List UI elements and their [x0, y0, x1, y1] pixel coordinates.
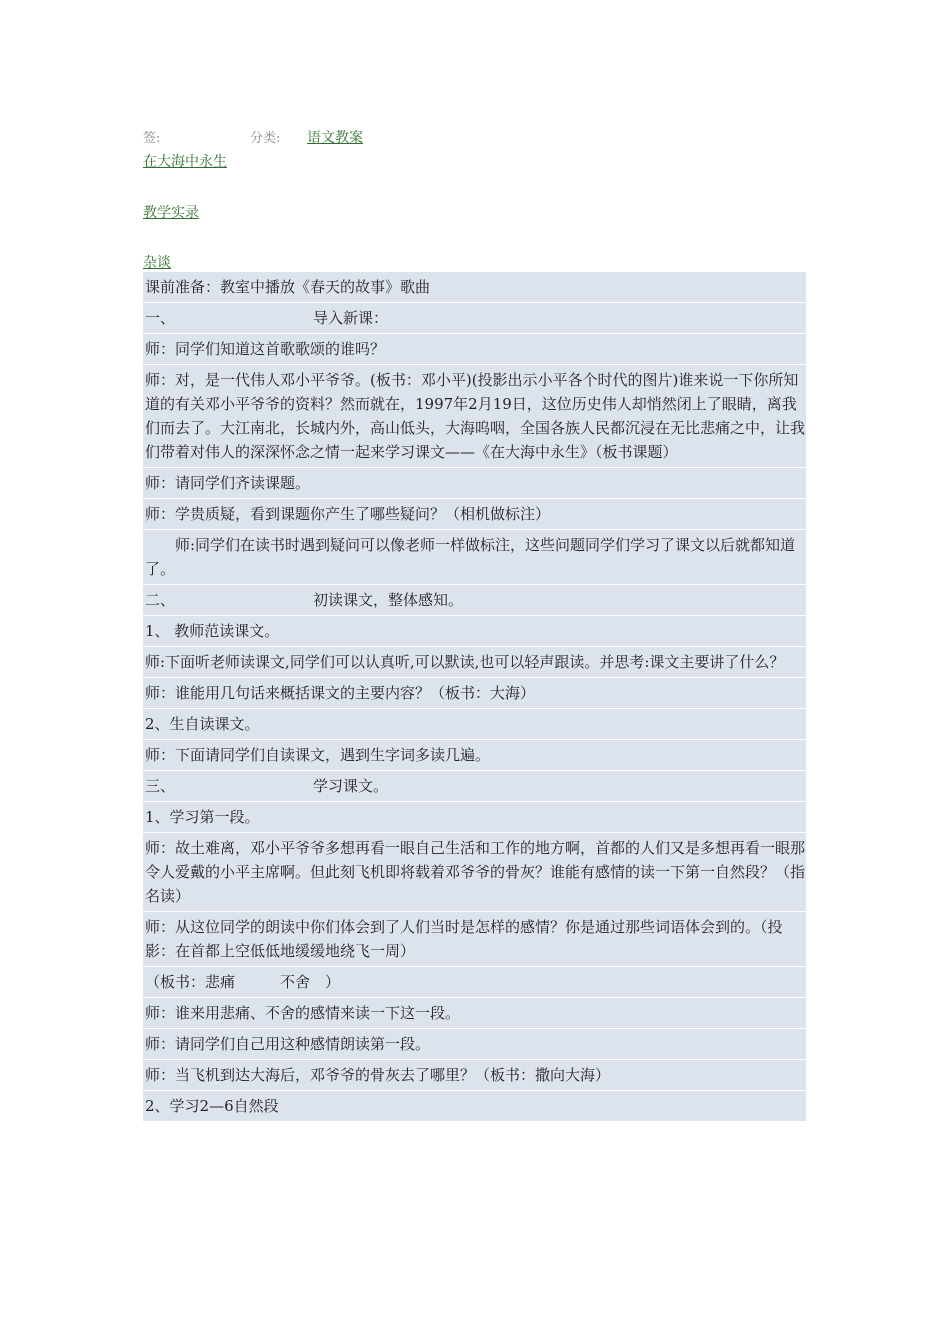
section-title: 初读课文，整体感知。 [313, 591, 464, 609]
section-heading-row [143, 771, 806, 802]
section-title: 导入新课： [313, 309, 389, 327]
content-row: 师：故土难离，邓小平爷爷多想再看一眼自己生活和工作的地方啊，首都的人们又是多想再看一眼那令人爱戴的小平主席啊。但此刻飞机即将载着邓爷爷的骨灰？谁能有感情的读一下第一自然段？（指名读） [143, 833, 806, 912]
teaching-record-link[interactable]: 教学实录 [143, 205, 199, 221]
content-row: 师：谁能用几句话来概括课文的主要内容？（板书：大海） [143, 678, 806, 709]
article-title-link[interactable]: 在大海中永生 [143, 154, 227, 170]
content-row: 师:同学们在读书时遇到疑问可以像老师一样做标注，这些问题同学们学习了课文以后就都知道了。 [143, 530, 806, 585]
misc-link[interactable]: 杂谈 [143, 255, 171, 271]
section-heading-row [143, 303, 806, 334]
content-row: 师：请同学们自己用这种感情朗读第一段。 [143, 1029, 806, 1060]
content-row: 2、学习2—6自然段 [143, 1091, 806, 1122]
content-row: 师：同学们知道这首歌歌颂的谁吗？ [143, 334, 806, 365]
tag-label: 签: [143, 131, 161, 146]
category-link[interactable]: 语文教案 [307, 130, 363, 146]
content-row: 师:下面听老师读课文,同学们可以认真听,可以默读,也可以轻声跟读。并思考:课文主要讲了什么？ [143, 647, 806, 678]
content-row: 1、学习第一段。 [143, 802, 806, 833]
content-row: 师：学贵质疑，看到课题你产生了哪些疑问？（相机做标注） [143, 499, 806, 530]
section-heading-row [143, 585, 806, 616]
content-row: 师：请同学们齐读课题。 [143, 468, 806, 499]
content-row: 2、生自读课文。 [143, 709, 806, 740]
content-row: （板书：悲痛 不舍 ） [143, 967, 806, 998]
content-row: 课前准备：教室中播放《春天的故事》歌曲 [143, 272, 806, 303]
category-label: 分类: [250, 131, 281, 146]
content-row: 师：对，是一代伟人邓小平爷爷。(板书：邓小平)(投影出示小平各个时代的图片)谁来说一下你所知道的有关邓小平爷爷的资料？然而就在，1997年2月19日，这位历史伟人却悄然闭上了眼睛，离我们而去了。大江南北，长城内外，高山低头，大海呜咽，全国各族人民都沉浸在无比悲痛之中，让我们带着对伟人的深深怀念之情一起来学习课文——《在大海中永生》（板书课题） [143, 365, 806, 468]
section-number: 一、 [145, 309, 176, 327]
lesson-content-table [143, 272, 806, 1122]
section-number: 二、 [145, 591, 176, 609]
content-row: 师：谁来用悲痛、不舍的感情来读一下这一段。 [143, 998, 806, 1029]
content-row: 师：当飞机到达大海后，邓爷爷的骨灰去了哪里？（板书：撒向大海） [143, 1060, 806, 1091]
meta-line [143, 127, 803, 147]
section-title: 学习课文。 [313, 777, 389, 795]
content-row: 师：下面请同学们自读课文，遇到生字词多读几遍。 [143, 740, 806, 771]
content-row: 师：从这位同学的朗读中你们体会到了人们当时是怎样的感情？你是通过那些词语体会到的。（投影：在首都上空低低地缓缓地绕飞一周） [143, 912, 806, 967]
content-row: 1、 教师范读课文。 [143, 616, 806, 647]
section-number: 三、 [145, 777, 176, 795]
